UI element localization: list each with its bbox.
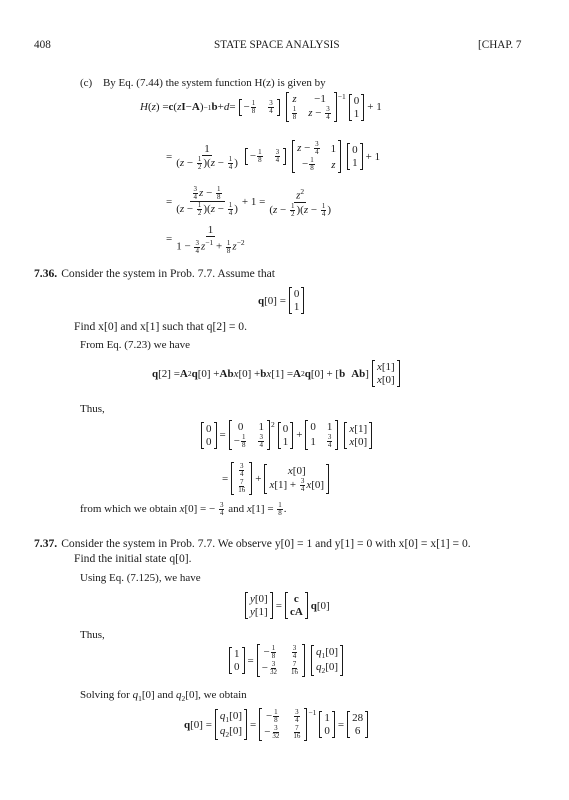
part-c-label: (c) [80,77,93,89]
from-eq-text: From Eq. (7.23) we have [80,339,190,351]
equation-q2: q [2] = A 2 q [0] + Ab x [0] + b x [1] = A 2 q [0] + [ b Ab ] x[1] x[0] [152,360,403,387]
part-c-text: By Eq. (7.44) the system function H(z) is given by [102,77,326,89]
problem-number: 7.36. [34,267,58,280]
chapter-label: [CHAP. 7 [478,39,522,51]
equation-hz-3: = $\frac{3}{4}$ z − $\frac{1}{8}$ (z − $\frac{1}{2}$ )(z − $\frac{1}{4}$ ) + 1 = $z^2$ (z − $\frac{1}{2}$ )(z − $\frac{1}{4}$ ) [166,185,331,218]
solving-text: Solving for $q_1[0]$ and $q_2[0]$, we obtain [80,689,247,704]
equation-observation-numeric: 1 0 = − $\frac{1}{8}$ $\frac{3}{4}$ − $\frac{3}{32}$ $\frac{7}{16}$ $q_1[0]$ $q_2[0]$ [226,644,346,677]
thus-text-2: Thus, [80,629,105,641]
thus-text-1: Thus, [80,403,105,415]
equation-zero-vector: 0 0 = 0 1 − $\frac{1}{8}$ $\frac{3}{4}$ 2 0 1 + 0 1 1 $\frac{3}{4}$ x[1] x[0] [198,420,375,450]
problem-statement: Consider the system in Prob. 7.7. We observe y[0] = 1 and y[1] = 0 with x[0] = x[1] = 0. [61,537,471,550]
problem-find: Find x[0] and x[1] such that q[2] = 0. [74,320,248,333]
using-eq-text: Using Eq. (7.125), we have [80,572,201,584]
problem-7-36 [34,266,275,281]
result-text: from which we obtain x[0] = − $\frac{3}{4}$ and x[1] = $\frac{1}{8}$ . [80,501,287,517]
equation-result-vector: = $\frac{3}{4}$ $\frac{7}{16}$ + x[0] x[1] + $\frac{3}{4}$ x[0] [222,462,332,495]
equation-observation: y[0] y[1] = c cA q [0] [242,592,330,619]
running-title: STATE SPACE ANALYSIS [214,39,340,51]
page-number: 408 [34,39,51,51]
equation-initial-state: q [0] = $q_1[0]$ $q_2[0]$ = − $\frac{1}{8}$ $\frac{3}{4}$ − $\frac{3}{32}$ $\frac{7}{16}$ −1 1 0 = 28 6 [184,708,371,741]
equation-hz-4: = 1 1 − $\frac{3}{4}$ $z^{-1}$ + $\frac{1}{8}$ $z^{-2}$ [166,224,245,255]
part-c-intro [80,76,326,90]
problem-statement-2: Find the initial state q[0]. [74,552,192,565]
equation-hz-1: H ( z ) = c ( z I − A ) −1 b + d = − $\frac{1}{8}$ $\frac{3}{4}$ z −1 $\frac{1}{8}$ z − $\frac{3}{4}$ −1 0 1 + 1 [140,92,382,121]
problem-7-37 [34,536,471,551]
problem-statement: Consider the system in Prob. 7.7. Assume that [61,267,276,280]
equation-q0: q [0] = 0 1 [258,287,307,314]
equation-hz-2: = 1 (z − $\frac{1}{2}$ )(z − $\frac{1}{4}$ ) − $\frac{1}{8}$ $\frac{3}{4}$ z − $\frac{3}{4}$ 1 − $\frac{1}{8}$ z 0 1 + 1 [166,140,381,172]
problem-number: 7.37. [34,537,58,550]
